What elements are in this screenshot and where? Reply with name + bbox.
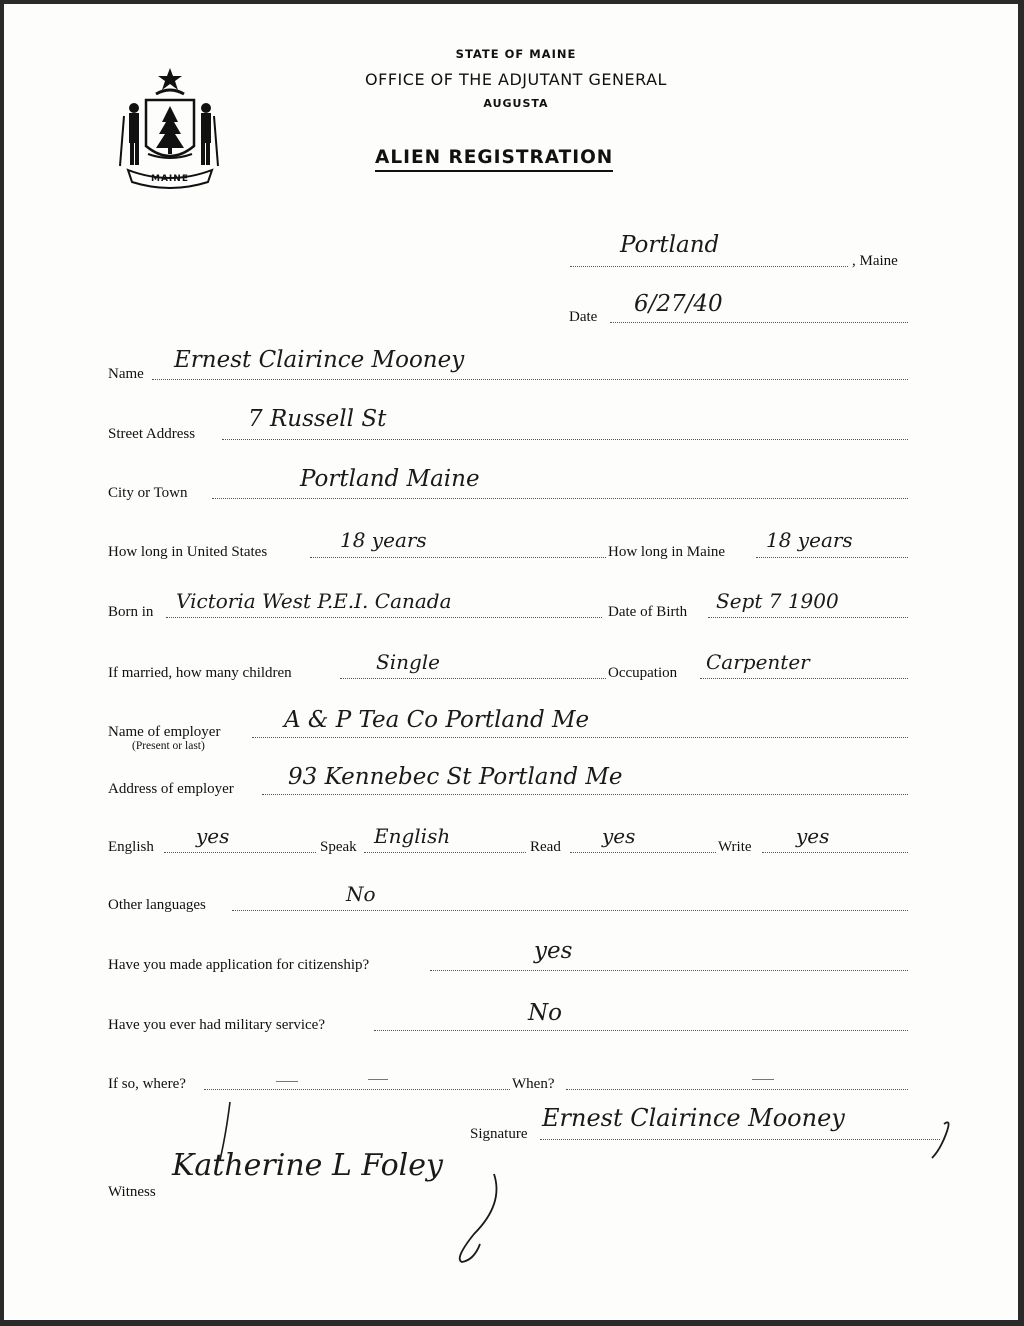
english-line [164,852,316,853]
where-label: If so, where? [108,1076,186,1092]
born-in-line [166,617,602,618]
english-value[interactable]: yes [196,824,230,848]
signature-flourish [926,1114,956,1164]
witness-label: Witness [108,1184,156,1200]
where-dash-1 [276,1081,298,1082]
years-maine-label: How long in Maine [608,544,726,560]
military-label: Have you ever had military service? [108,1017,325,1033]
city-label: City or Town [108,485,188,501]
witness-flourish [204,1094,524,1274]
years-maine-line [756,557,908,558]
read-label: Read [530,839,561,855]
employer-value[interactable]: A & P Tea Co Portland Me [284,707,590,733]
signature-value[interactable]: Ernest Clairince Mooney [542,1104,845,1132]
citizenship-line [430,970,908,971]
born-in-value[interactable]: Victoria West P.E.I. Canada [176,589,452,613]
header-city: AUGUSTA [483,97,549,110]
date-value[interactable]: 6/27/40 [634,291,723,317]
speak-line [364,852,526,853]
signature-line [540,1139,940,1140]
name-value[interactable]: Ernest Clairince Mooney [174,347,465,373]
employer-address-value[interactable]: 93 Kennebec St Portland Me [288,764,623,790]
military-line [374,1030,908,1031]
seal-ribbon-text: MAINE [151,174,189,184]
write-label: Write [718,839,752,855]
place-value[interactable]: Portland [620,232,720,258]
header-state: STATE OF MAINE [455,47,577,61]
where-dash-2 [368,1079,388,1080]
city-value[interactable]: Portland Maine [300,466,480,492]
occupation-line [700,678,908,679]
employer-note: (Present or last) [132,740,205,752]
name-line [152,379,908,380]
other-languages-line [232,910,908,911]
employer-label: Name of employer [108,724,221,740]
write-value[interactable]: yes [796,824,830,848]
witness-value[interactable]: Katherine L Foley [172,1148,443,1183]
years-us-label: How long in United States [108,544,268,560]
born-in-label: Born in [108,604,154,620]
children-label: If married, how many children [108,665,292,681]
english-label: English [108,839,154,855]
where-line [204,1089,510,1090]
read-line [570,852,716,853]
read-value[interactable]: yes [602,824,636,848]
registration-form-page [4,4,1018,1320]
children-line [340,678,606,679]
street-value[interactable]: 7 Russell St [248,406,387,432]
employer-address-label: Address of employer [108,781,234,797]
employer-address-line [262,794,908,795]
when-line [566,1089,908,1090]
place-label: , Maine [852,253,898,269]
date-label: Date [569,309,598,325]
other-languages-value[interactable]: No [346,882,376,906]
years-us-line [310,557,606,558]
children-value[interactable]: Single [376,650,441,674]
military-value[interactable]: No [528,1000,562,1026]
birth-date-value[interactable]: Sept 7 1900 [716,589,839,613]
place-line [570,266,848,267]
speak-value[interactable]: English [374,824,451,848]
birth-date-label: Date of Birth [608,604,688,620]
employer-line [252,737,908,738]
street-line [222,439,908,440]
occupation-label: Occupation [608,665,678,681]
city-line [212,498,908,499]
when-label: When? [512,1076,555,1092]
form-title: ALIEN REGISTRATION [375,147,613,172]
other-languages-label: Other languages [108,897,206,913]
street-label: Street Address [108,426,196,442]
citizenship-label: Have you made application for citizenship? [108,957,370,973]
name-label: Name [108,366,144,382]
write-line [762,852,908,853]
citizenship-value[interactable]: yes [534,938,573,964]
years-maine-value[interactable]: 18 years [766,528,853,552]
when-dash [752,1079,774,1080]
speak-label: Speak [320,839,357,855]
birth-date-line [708,617,908,618]
occupation-value[interactable]: Carpenter [706,650,810,674]
years-us-value[interactable]: 18 years [340,528,427,552]
header-office: OFFICE OF THE ADJUTANT GENERAL [365,70,667,89]
date-line [610,322,908,323]
signature-label: Signature [470,1126,528,1142]
